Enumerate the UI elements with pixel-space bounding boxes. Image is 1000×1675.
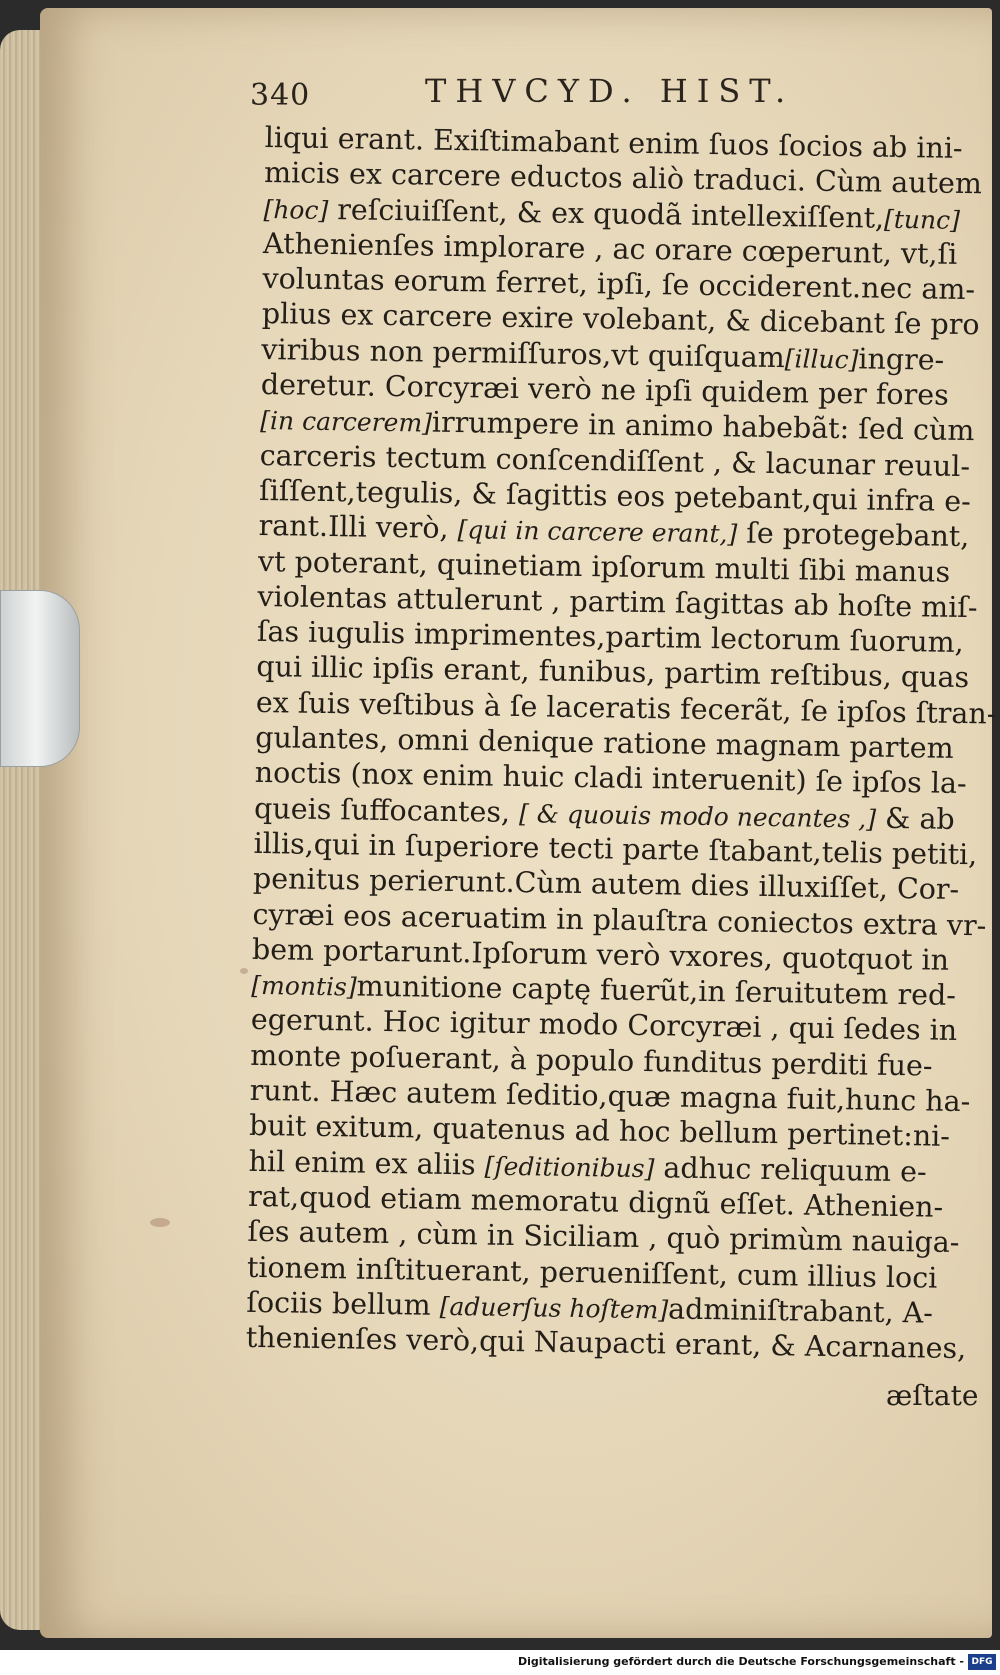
text-segment: ſiſſent,tegulis, & ſagittis eos petebant,qui infra e- bbox=[258, 473, 971, 519]
digitization-footer bbox=[0, 1650, 1000, 1675]
text-segment: rat,quod etiam memoratu dignũ eſſet. Athenien- bbox=[247, 1179, 944, 1224]
bracketed-insertion: [tunc] bbox=[883, 204, 961, 235]
text-segment: ingre- bbox=[858, 342, 945, 377]
page-clip bbox=[0, 590, 80, 767]
text-segment: adhuc reliquum e- bbox=[654, 1150, 927, 1189]
text-segment: violentas attulerunt , partim ſagittas ab hoſte miſ- bbox=[257, 579, 978, 625]
text-segment: thenienſes verò,qui Naupacti erant, & Acarnanes, bbox=[245, 1320, 967, 1366]
text-segment: noctis (nox enim huic cladi interuenit) ſe ipſos la- bbox=[254, 756, 967, 801]
text-segment: Athenienſes implorare , ac orare cœperunt, vt,ſi bbox=[262, 226, 958, 271]
text-segment: queis ſuffocantes, bbox=[253, 791, 520, 829]
text-segment: runt. Hæc autem ſeditio,quæ magna fuit,hunc ha- bbox=[249, 1073, 971, 1119]
text-segment: deretur. Corcyræi verò ne ipſi quidem per fores bbox=[260, 368, 949, 412]
text-segment: viribus non permiſſuros,vt quiſquam bbox=[261, 332, 786, 374]
text-segment: illis,qui in ſuperiore tecti parte ſtabant,telis petiti, bbox=[253, 826, 978, 872]
bracketed-insertion: [in carcerem] bbox=[260, 406, 433, 439]
text-segment: adminiſtrabant, A- bbox=[667, 1292, 934, 1330]
text-segment: ſes autem , cùm in Siciliam , quò primùm nauiga- bbox=[247, 1215, 960, 1260]
bracketed-insertion: [illuc] bbox=[784, 343, 859, 375]
text-segment: munitione captę fuerũt,in ſeruitutem red- bbox=[356, 969, 957, 1013]
text-segment: hil enim ex aliis bbox=[248, 1144, 485, 1182]
bracketed-insertion: [qui in carcere erant,] bbox=[457, 515, 738, 549]
dfg-logo: DFG bbox=[968, 1654, 996, 1670]
text-segment: tionem inſtituerant, perueniſſent, cum illius loci bbox=[246, 1250, 938, 1295]
page-number: 340 bbox=[250, 78, 311, 113]
bracketed-insertion: [ſeditionibus] bbox=[484, 1151, 655, 1183]
text-segment: plius ex carcere exire volebant, & dicebant ſe pro bbox=[261, 297, 980, 342]
text-segment: & ab bbox=[875, 801, 955, 836]
text-segment: voluntas eorum ferret, ipſi, ſe occiderent.nec am- bbox=[262, 262, 976, 307]
footer-credit: Digitalisierung gefördert durch die Deutsche Forschungsgemeinschaft - bbox=[517, 1655, 964, 1668]
text-segment: vt poterant, quinetiam ipſorum multi ſibi manus bbox=[257, 544, 951, 589]
text-segment: carceris tectum conſcendiſſent , & lacunar reuul- bbox=[259, 438, 971, 483]
text-segment: irrumpere in animo habebãt: ſed cùm bbox=[431, 406, 975, 448]
text-segment: ſe protegebant, bbox=[737, 516, 970, 554]
text-segment: buit exitum, quatenus ad hoc bellum pertinet:ni- bbox=[248, 1109, 951, 1154]
bracketed-insertion: [aduerſus hoſtem] bbox=[439, 1291, 669, 1325]
text-segment: gulantes, omni denique ratione magnam partem bbox=[255, 720, 954, 765]
stain-mark bbox=[240, 968, 248, 974]
bracketed-insertion: [ & quouis modo necantes ,] bbox=[518, 798, 877, 834]
text-segment: monte poſuerant, à populo funditus perditi fue- bbox=[250, 1038, 933, 1083]
bracketed-insertion: [hoc] bbox=[263, 194, 329, 225]
page-header bbox=[250, 70, 890, 120]
text-segment: ſas iugulis imprimentes,partim lectorum ſuorum, bbox=[256, 615, 964, 660]
text-segment: reſciuiſſent, & ex quodã intellexiſſent, bbox=[328, 192, 885, 235]
text-segment: cyræi eos aceruatim in plauſtra coniectos extra vr- bbox=[252, 897, 987, 942]
text-segment: bem portarunt.Ipſorum verò vxores, quotquot in bbox=[251, 932, 950, 977]
catchword: æſtate bbox=[886, 1379, 979, 1412]
text-segment: rant.Illi verò, bbox=[258, 509, 458, 546]
body-text bbox=[245, 120, 997, 1366]
stain-mark bbox=[150, 1218, 170, 1227]
running-head: THVCYD. HIST. bbox=[425, 72, 795, 110]
text-segment: micis ex carcere eductos aliò traduci. Cùm autem bbox=[263, 156, 983, 201]
text-segment: egerunt. Hoc igitur modo Corcyræi , qui ſedes in bbox=[250, 1003, 958, 1048]
text-segment: penitus perierunt.Cùm autem dies illuxiſſet, Cor- bbox=[252, 862, 960, 907]
text-segment: ex ſuis veſtibus à ſe laceratis fecerãt, ſe ipſos ſtran- bbox=[255, 685, 997, 731]
text-segment: qui illic ipſis erant, funibus, partim reſtibus, quas bbox=[256, 650, 970, 695]
text-segment: ſociis bellum bbox=[246, 1285, 441, 1322]
text-segment: liqui erant. Exiſtimabant enim ſuos ſocios ab ini- bbox=[264, 120, 963, 165]
bracketed-insertion: [montis] bbox=[251, 971, 357, 1002]
